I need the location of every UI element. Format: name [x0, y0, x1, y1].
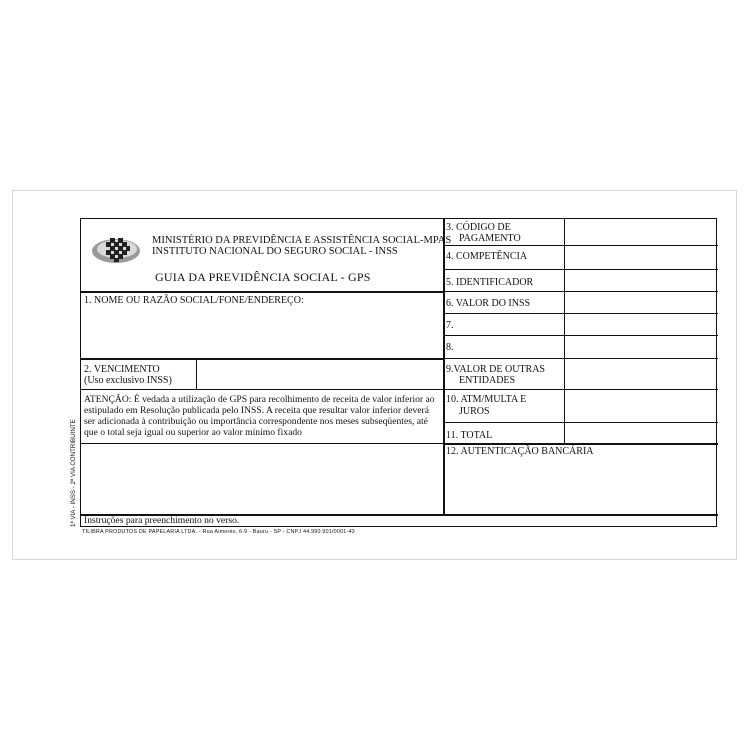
row-line [443, 422, 718, 423]
field-11-label: 11. TOTAL [446, 430, 493, 441]
instructions-note: Instruções para preenchimento no verso. [84, 515, 240, 526]
field-7-label: 7. [446, 320, 454, 331]
field-3-label: 3. CÓDIGO DE [446, 222, 511, 233]
row-line [443, 443, 718, 445]
field-4-label: 4. COMPETÊNCIA [446, 251, 528, 262]
field-3-sublabel: PAGAMENTO [459, 233, 521, 244]
institute-name: INSTITUTO NACIONAL DO SEGURO SOCIAL - INSS [152, 246, 398, 257]
field-6-label: 6. VALOR DO INSS [446, 298, 531, 309]
field-12-label: 12. AUTENTICAÇÃO BANCÁRIA [446, 446, 594, 457]
row-line [81, 291, 443, 293]
field-1-label: 1. NOME OU RAZÃO SOCIAL/FONE/ENDEREÇO: [84, 295, 304, 306]
row-line [443, 269, 718, 270]
row-line [443, 358, 718, 359]
field-5-label: 5. IDENTIFICADOR [446, 277, 534, 288]
row-line [443, 335, 718, 336]
row-line [81, 443, 443, 444]
divider-right-vertical [564, 219, 565, 443]
row-line [443, 291, 718, 292]
gps-form [80, 218, 717, 527]
row-line [81, 358, 443, 360]
row-line [81, 389, 443, 390]
row-line [443, 389, 718, 390]
field-2-sublabel: (Uso exclusivo INSS) [84, 375, 172, 386]
field-8-label: 8. [446, 342, 454, 353]
field-10-sublabel: JUROS [459, 406, 490, 417]
vencimento-divider [196, 358, 197, 389]
field-9-sublabel: ENTIDADES [459, 375, 516, 386]
divider-main-vertical [443, 219, 445, 514]
attention-notice: ATENÇÃO: É vedada a utilização de GPS para recolhimento de receita de valor inferior ao estipulado em Resolução publicada pelo INSS. A receita que resultar valor inferior deverá ser adicionada à contribuição ou importância correspondente nos meses subseqüentes, até que o total seja igual ou superior ao valor mínimo fixado [84, 394, 435, 438]
row-line [443, 313, 718, 314]
row-line [443, 245, 718, 246]
field-2-label: 2. VENCIMENTO [84, 364, 160, 375]
copy-side-label: 1ª VIA - INSS - 2ª VIA CONTRIBUINTE [70, 419, 77, 527]
field-10-label: 10. ATM/MULTA E [446, 394, 527, 405]
ministry-name: MINISTÉRIO DA PREVIDÊNCIA E ASSISTÊNCIA SOCIAL-MPAS [152, 235, 452, 246]
previdencia-logo [90, 232, 146, 268]
field-9-label: 9.VALOR DE OUTRAS [446, 364, 545, 375]
printer-footer: TILIBRA PRODUTOS DE PAPELARIA LTDA. - Rua Aimorés, 6-9 - Bauru - SP - CNPJ 44.990.901/0001-43 [82, 529, 355, 535]
form-title: GUIA DA PREVIDÊNCIA SOCIAL - GPS [155, 270, 371, 284]
